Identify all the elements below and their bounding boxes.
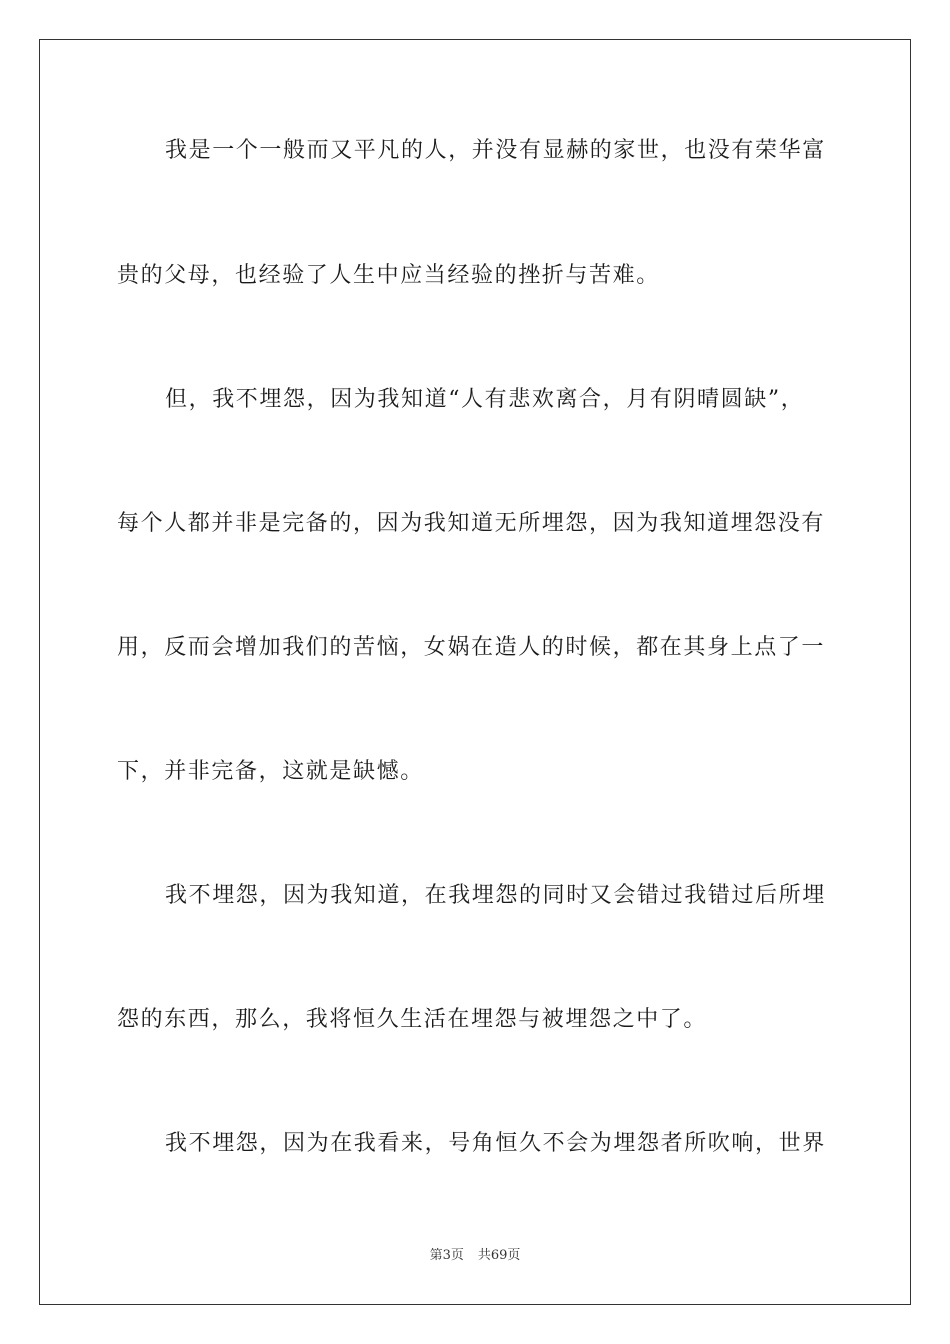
text-line: 我不埋怨，因为在我看来，号角恒久不会为埋怨者所吹响，世界 [165, 1131, 826, 1156]
page-border [39, 39, 911, 1305]
page-number: 第3页 [429, 1248, 464, 1263]
text-line: 每个人都并非是完备的，因为我知道无所埋怨，因为我知道埋怨没有 [117, 511, 826, 536]
text-line: 下，并非完备，这就是缺憾。 [117, 759, 424, 784]
text-line: 我是一个一般而又平凡的人，并没有显赫的家世，也没有荣华富 [165, 138, 826, 163]
page-footer [0, 1248, 950, 1264]
text-line: 贵的父母，也经验了人生中应当经验的挫折与苦难。 [117, 263, 660, 288]
text-line: 用，反而会增加我们的苦恼，女娲在造人的时候，都在其身上点了一 [117, 635, 826, 660]
page-total: 共69页 [477, 1248, 521, 1263]
text-line: 我不埋怨，因为我知道，在我埋怨的同时又会错过我错过后所埋 [165, 883, 826, 908]
text-line: 但，我不埋怨，因为我知道“人有悲欢离合，月有阴晴圆缺”， [165, 387, 805, 412]
text-line: 怨的东西，那么，我将恒久生活在埋怨与被埋怨之中了。 [117, 1007, 708, 1032]
